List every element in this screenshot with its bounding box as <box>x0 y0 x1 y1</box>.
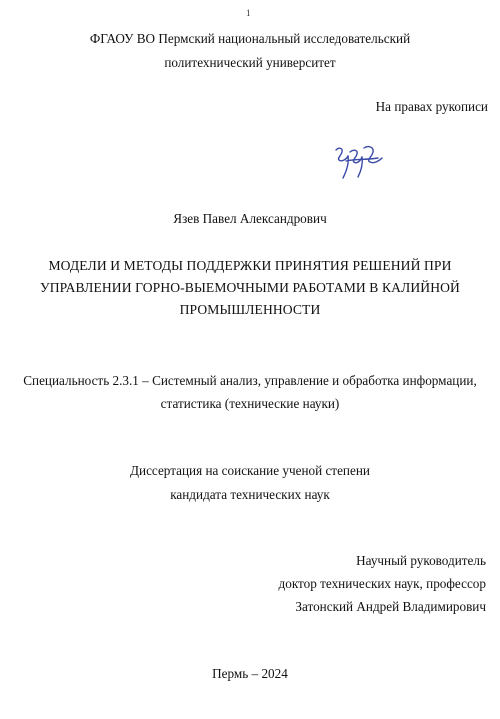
degree-line-2: кандидата технических наук <box>170 487 330 502</box>
signature-icon <box>330 140 386 184</box>
manuscript-note: На правах рукописи <box>375 99 488 114</box>
degree-line-1: Диссертация на соискание ученой степени <box>130 463 370 478</box>
supervisor-role: Научный руководитель <box>356 553 486 568</box>
title-line-1: МОДЕЛИ И МЕТОДЫ ПОДДЕРЖКИ ПРИНЯТИЯ РЕШЕНИЙ ПРИ <box>48 258 452 273</box>
title-line-3: ПРОМЫШЛЕННОСТИ <box>179 302 321 317</box>
specialty-line-2: статистика (технические науки) <box>160 396 340 411</box>
page-number: 1 <box>246 8 251 18</box>
specialty-line-1: Специальность 2.3.1 – Системный анализ, управление и обработка информации, <box>23 373 477 388</box>
supervisor-credentials: доктор технических наук, профессор <box>278 576 486 591</box>
title-line-2: УПРАВЛЕНИИ ГОРНО-ВЫЕМОЧНЫМИ РАБОТАМИ В КАЛИЙНОЙ <box>40 280 460 295</box>
author-name: Язев Павел Александрович <box>173 211 327 226</box>
dissertation-title <box>20 255 480 321</box>
institution-line-1: ФГАОУ ВО Пермский национальный исследовательский <box>89 31 411 46</box>
supervisor-name: Затонский Андрей Владимирович <box>295 599 486 614</box>
city-year: Пермь – 2024 <box>212 666 288 681</box>
institution-line-2: политехнический университет <box>164 55 336 70</box>
